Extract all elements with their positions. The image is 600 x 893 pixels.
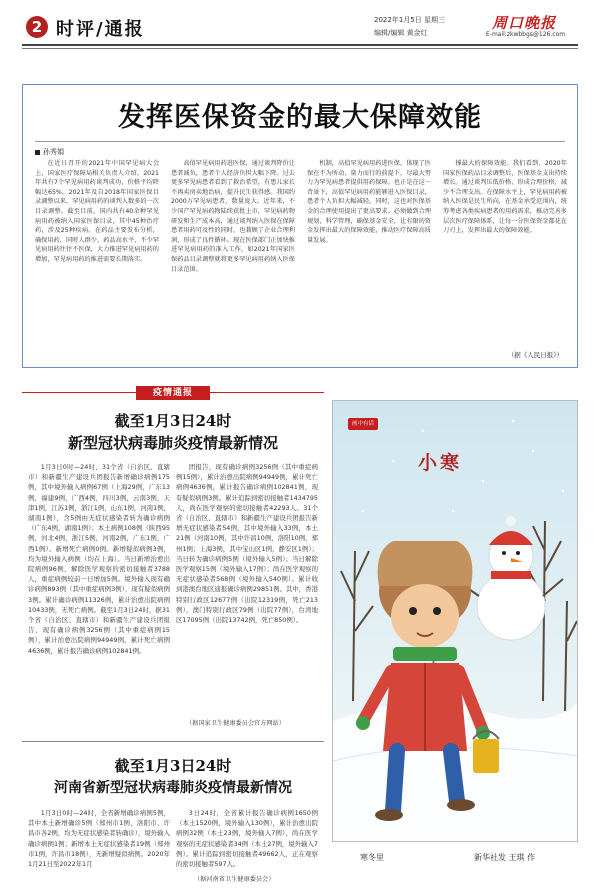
page-number-badge: 2 [26, 16, 48, 38]
commentary-article [22, 84, 578, 368]
section-title: 时评/通报 [56, 19, 145, 40]
commentary-column-1: 在近日召开的2021年中国罕见病大会上，国家医疗保障局相关负责人介绍，2021年共有7个罕见病用药谈判成功，价格平均降幅达65%。2021年及自2018年国家医保目录调整以来，罕见病用药的谈判人数多的一次目录调整。截至目前，国内共有40余种罕见病用药被纳入国家医保目录，其中45种治疗药，涉及25种疾病。在药品主要发布分析，确保用药，同时人群少，药品高水平，不少罕见病用药往往不医保，大力推进罕见病用药的增加，罕见病用药的推进需要长期落实。 [35, 160, 159, 263]
date-line: 2022年1月5日 星期三 [374, 16, 445, 24]
header-divider [22, 44, 578, 46]
story2-title-line2: 河南省新型冠状病毒肺炎疫情最新情况 [54, 780, 292, 796]
story1-title-line1: 截至1月3日24时 [114, 412, 232, 430]
commentary-author: 孙秀娟 [35, 147, 64, 157]
commentary-title-rule [35, 141, 565, 142]
commentary-column-3: 机制，高值罕见病用药进医保，体现了医保在不为所动、量力而行的前提下，尽最大努力为罕见病患者提供用药保障。也正是在这一背景下，高值罕见病用药能够进入医保目录，患者个人负担大幅减轻。同时，这也对医保基金的合理使用提出了更高要求。必须做到合理规划，科学管理，确保基金安全，让有限的资金发挥出最大的保障效能，推动医疗保障高质量发展。 [307, 160, 431, 244]
header-meta [374, 14, 445, 40]
cartoon-tag: 画中有话 [348, 418, 378, 430]
story1-title-line2: 新型冠状病毒肺炎疫情最新情况 [67, 434, 278, 452]
cartoon-caption: 寒冬里 [360, 853, 384, 862]
story1-column-2: 团报告，现有确诊病例3256例（其中重症病例15例），累计治愈出院病例94949例，累计死亡病例4636例，累计报告确诊病例102841例，现有疑似病例3例。累计追踪到密切接触者1434795人，尚在医学观察的密切接触者42293人。31个省（自治区、直辖市）和新疆生产建设兵团报告新增无症状感染者54例，其中境外输入33例，本土21例（河南10例，其中许昌10例，洛阳10例，郑州1例；上海3例，其中宝山区1例，静安区1例）；当日转为确诊病例5例（境外输入5例）；当日解除医学观察15例（境外输入17例）；尚在医学观察的无症状感染者568例（境外输入540例）。累计收到港澳台地区通报确诊病例29851例。其中，香港特别行政区12677例（出院12319例，死亡213例），澳门特别行政区79例（出院77例），台湾地区17095例（出院13742例，死亡850例）。 [176, 463, 318, 625]
commentary-column-4: 撑最大的保障效能。我们看到，2020年国家医保药品目录调整后，医保基金支出持续增长。通过谈判压低价格，形成合理价格，减少不合理支出。在保障水平上，罕见病用药被纳入医保是民生所向，在基金承受范围内，统筹考虑各类疾病患者的用药需求，推动完善多层次医疗保障体系，让每一分医保资金都花在刀刃上，发挥出最大的保障效能。 [443, 160, 567, 235]
story1-column-1: 1月3日0时—24时，31个省（自治区、直辖市）和新疆生产建设兵团报告新增确诊病例175例，其中境外输入病例67例（上海29例，广东13例，福建9例，广西4例，四川3例，云南3例，天津1例，江苏1例，浙江1例，山东1例，河南1例，湖南1例），含5例由无症状感染者转为确诊病例（广东4例，湖南1例）；本土病例108例（陕西95例，河北4例，浙江5例，河南2例，广东1例，广西1例）。新增死亡病例0例。新增疑似病例3例，均为境外输入病例（均在上海）。当日新增治愈出院病例96例，解除医学观察的密切接触者3788人，重症病例较前一日增加5例。境外输入现有确诊病例893例（其中重症病例3例），现有疑似病例3例。累计确诊病例11326例，累计治愈出院病例10433例，无死亡病例。截至1月3日24时，据31个省（自治区、直辖市）和新疆生产建设兵团报告，现有确诊病例3256例（其中重症病例15例），累计治愈出院病例94949例，累计死亡病例4636例，累计报告确诊病例102841例。 [28, 463, 170, 655]
email-address: E-mail:zkwbbgs@126.com [486, 31, 566, 38]
story2-column-2: 3日24时，全省累计报告确诊病例1650例（本土1520例，境外输入130例），累计治愈出院病例32例（本土23例，境外输入7例），尚在医学观察的无症状感染者34例（本土27例，境外输入7例）。累计追踪到密切接触者49662人，正在观察的密切接触者597人。 [176, 809, 318, 869]
cartoon-credit: 新华社发 王琪 作 [474, 853, 536, 862]
cartoon-title: 小寒 [418, 452, 463, 474]
story1-source: （据国家卫生健康委员会官方网站） [186, 720, 285, 727]
commentary-source: （据《人民日报》） [507, 351, 563, 359]
masthead [0, 0, 600, 62]
story2-column-1: 1月3日0时—24时，全省新增确诊病例5例，其中本土新增确诊5例（郑州市1例，洛阳市、许昌市各2例，均为无症状感染者转确诊），境外输入确诊病例1例；新增本土无症状感染者19例（郑州市1例，许昌市18例），无新增疑似病例。2020年1月21日至2022年1月 [28, 809, 170, 869]
epidemic-section-tab [22, 386, 324, 398]
editor-line: 编辑/编辑 黄金红 [374, 29, 428, 37]
commentary-column-2: 高值罕见病用药进医保，通过谈判降价让患者减负，患者个人经济负担大幅下降。过去更多罕见病患者看到了救治希望，有患儿家长不再卖房卖地治病，提升民生获得感。我国约2000万罕见病患者，数量庞大。近年来，不少国产罕见病药物陆续获批上市，罕见病药物研发和生产成本高，通过谈判纳入医保在保障患者用药可及性的同时，也兼顾了企业合理利润，形成了良性循环。现在医保部门正加快推进罕见病用药的准入工作，如2021年国家医保药品目录调整就将更多罕见病用药纳入医保目录范围。 [171, 160, 295, 273]
header-divider-thin [22, 48, 578, 49]
commentary-title: 发挥医保资金的最大保障效能 [118, 102, 482, 133]
story-divider [22, 741, 324, 742]
tab-label: 疫情通报 [136, 386, 210, 400]
story2-source: （据河南省卫生健康委员会） [194, 876, 275, 883]
story2-title-line1: 截至1月3日24时 [114, 757, 232, 775]
newspaper-logo: 周口晚报 [492, 14, 557, 32]
